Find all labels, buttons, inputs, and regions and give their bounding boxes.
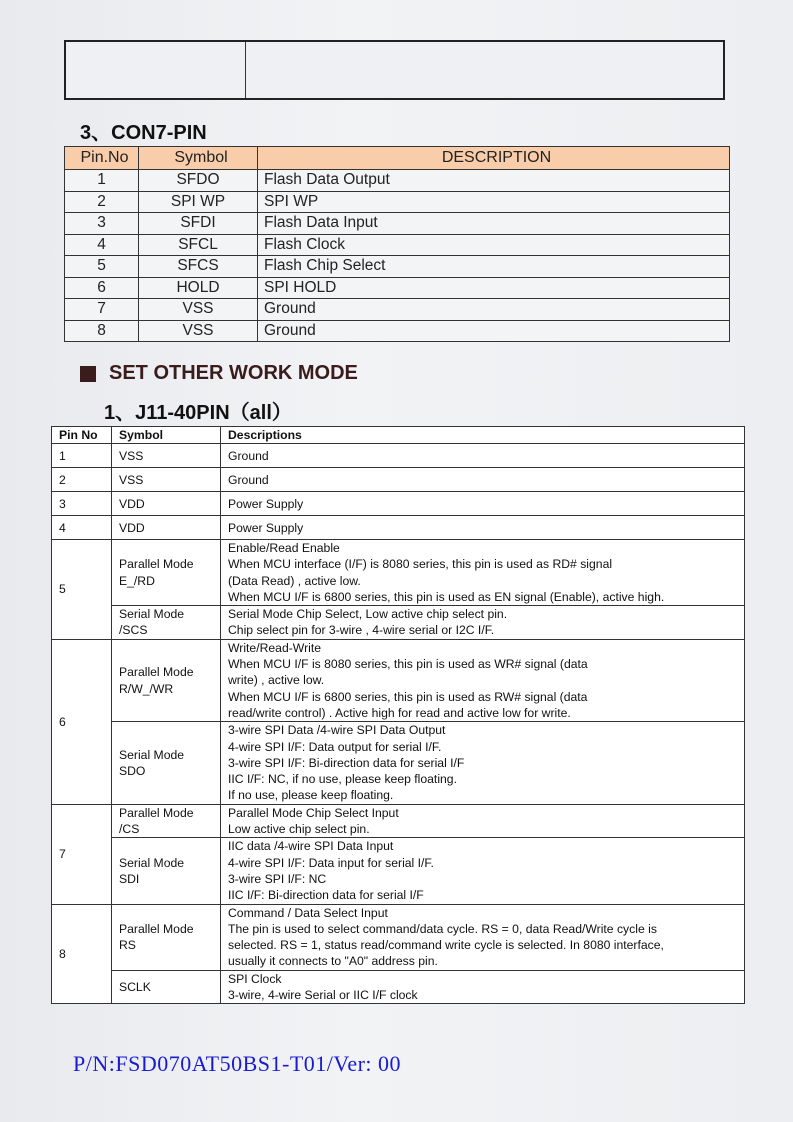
cell-symbol <box>112 606 221 640</box>
text-line: IIC I/F: NC, if no use, please keep floating. <box>228 772 457 787</box>
square-bullet-icon <box>80 366 96 382</box>
cell-description: Ground <box>221 468 745 492</box>
table-row <box>65 256 730 278</box>
cell-description <box>221 639 745 721</box>
cell-pin: 5 <box>65 256 139 278</box>
cell-description: Power Supply <box>221 516 745 540</box>
header-description: DESCRIPTION <box>258 147 730 170</box>
text-line: SPI Clock <box>228 971 282 986</box>
text-line: When MCU I/F is 8080 series, this pin is used as WR# signal (data <box>228 657 588 672</box>
text-line: IIC data /4-wire SPI Data Input <box>228 839 394 854</box>
text-line: Parallel Mode <box>119 805 194 820</box>
table-row <box>52 606 745 640</box>
cell-description: Flash Clock <box>258 234 730 256</box>
cell-symbol: VSS <box>139 320 258 342</box>
cell-description <box>221 838 745 904</box>
cell-description <box>221 606 745 640</box>
cell-description: SPI HOLD <box>258 277 730 299</box>
table-row <box>65 213 730 235</box>
table-row <box>52 722 745 804</box>
cell-pin: 8 <box>65 320 139 342</box>
table-row <box>52 468 745 492</box>
table-row <box>52 639 745 721</box>
cell-pin: 6 <box>65 277 139 299</box>
cell-pin: 3 <box>52 492 112 516</box>
table-row <box>65 234 730 256</box>
cell-symbol: VSS <box>139 299 258 321</box>
table-row <box>52 540 745 606</box>
section-title-text: SET OTHER WORK MODE <box>109 362 358 384</box>
cell-symbol: VDD <box>112 516 221 540</box>
text-line: read/write control) . Active high for read and active low for write. <box>228 705 571 720</box>
table-row <box>52 492 745 516</box>
cell-symbol <box>112 722 221 804</box>
cell-description: Flash Chip Select <box>258 256 730 278</box>
section-title <box>80 362 358 385</box>
text-line: Serial Mode Chip Select, Low active chip select pin. <box>228 607 508 622</box>
cell-symbol <box>112 804 221 838</box>
text-line: Serial Mode <box>119 855 185 870</box>
table-row <box>52 838 745 904</box>
text-line: 3-wire, 4-wire Serial or IIC I/F clock <box>228 988 418 1003</box>
cell-pin: 8 <box>52 904 112 1004</box>
header-description: Descriptions <box>221 427 745 444</box>
cell-pin: 7 <box>65 299 139 321</box>
con7-heading: 3、CON7-PIN <box>80 122 207 144</box>
cell-symbol: HOLD <box>139 277 258 299</box>
cell-description: Ground <box>258 320 730 342</box>
cell-pin: 3 <box>65 213 139 235</box>
text-line: selected. RS = 1, status read/command write cycle is selected. In 8080 interface, <box>228 938 664 953</box>
text-line: 4-wire SPI I/F: Data input for serial I/F. <box>228 855 434 870</box>
text-line: If no use, please keep floating. <box>228 788 394 803</box>
table-row <box>65 320 730 342</box>
table-header-row <box>65 147 730 170</box>
text-line: usually it connects to "A0" address pin. <box>228 954 438 969</box>
text-line: 3-wire SPI Data /4-wire SPI Data Output <box>228 723 446 738</box>
text-line: SDI <box>119 871 140 886</box>
header-symbol: Symbol <box>112 427 221 444</box>
cell-description <box>221 970 745 1004</box>
text-line: Enable/Read Enable <box>228 541 340 555</box>
cell-symbol <box>112 970 221 1004</box>
text-line: Serial Mode <box>119 747 185 762</box>
cell-description: SPI WP <box>258 191 730 213</box>
text-line: IIC I/F: Bi-direction data for serial I/F <box>228 888 424 903</box>
table-row <box>52 516 745 540</box>
j11-table <box>51 426 745 1004</box>
table-row <box>52 904 745 970</box>
table-row <box>52 970 745 1004</box>
cell-symbol: SFCS <box>139 256 258 278</box>
cell-pin: 1 <box>52 444 112 468</box>
part-number: P/N:FSD070AT50BS1-T01/Ver: 00 <box>73 1051 402 1076</box>
cell-description <box>221 904 745 970</box>
text-line: SDO <box>119 764 146 778</box>
cell-symbol: VSS <box>112 444 221 468</box>
text-line: Chip select pin for 3-wire , 4-wire serial or I2C I/F. <box>228 623 495 638</box>
text-line: Parallel Mode <box>119 921 194 936</box>
text-line: (Data Read) , active low. <box>228 573 361 588</box>
cell-symbol <box>112 639 221 721</box>
text-line: Parallel Mode <box>119 665 194 680</box>
table-row <box>52 804 745 838</box>
cell-description: Power Supply <box>221 492 745 516</box>
cell-symbol <box>112 904 221 970</box>
cell-pin: 4 <box>65 234 139 256</box>
cell-pin: 5 <box>52 540 112 640</box>
cell-symbol: SPI WP <box>139 191 258 213</box>
table-row <box>65 277 730 299</box>
cell-pin: 2 <box>52 468 112 492</box>
cell-description: Ground <box>258 299 730 321</box>
text-line: Parallel Mode <box>119 557 194 572</box>
cell-pin: 1 <box>65 170 139 192</box>
table-row <box>65 191 730 213</box>
empty-table <box>64 40 725 100</box>
cell-symbol <box>112 540 221 606</box>
cell-symbol <box>112 838 221 904</box>
text-line: Serial Mode <box>119 607 185 622</box>
text-line: /CS <box>119 822 140 837</box>
cell-description <box>221 540 745 606</box>
cell-description <box>221 722 745 804</box>
text-line: The pin is used to select command/data cycle. RS = 0, data Read/Write cycle is <box>228 921 657 936</box>
empty-cell <box>246 42 723 98</box>
text-line: When MCU I/F is 6800 series, this pin is used as RW# signal (data <box>228 689 588 704</box>
con7-table <box>64 146 730 342</box>
text-line: When MCU interface (I/F) is 8080 series, this pin is used as RD# signal <box>228 557 613 572</box>
header-pin: Pin No <box>52 427 112 444</box>
text-line: When MCU I/F is 6800 series, this pin is used as EN signal (Enable), active high. <box>228 589 665 604</box>
cell-pin: 2 <box>65 191 139 213</box>
text-line: SCLK <box>119 979 151 994</box>
cell-pin: 4 <box>52 516 112 540</box>
text-line: RS <box>119 938 136 953</box>
header-pin: Pin.No <box>65 147 139 170</box>
text-line: 3-wire SPI I/F: NC <box>228 871 327 886</box>
cell-symbol: SFDI <box>139 213 258 235</box>
text-line: write) , active low. <box>228 673 325 688</box>
cell-pin: 6 <box>52 639 112 804</box>
cell-pin: 7 <box>52 804 112 904</box>
text-line: Low active chip select pin. <box>228 822 370 837</box>
cell-symbol: VDD <box>112 492 221 516</box>
text-line: Write/Read-Write <box>228 640 322 655</box>
cell-symbol: SFCL <box>139 234 258 256</box>
text-line: 4-wire SPI I/F: Data output for serial I/F. <box>228 739 442 754</box>
cell-description: Flash Data Input <box>258 213 730 235</box>
text-line: Parallel Mode Chip Select Input <box>228 805 399 820</box>
text-line: E_/RD <box>119 573 155 588</box>
table-header-row <box>52 427 745 444</box>
cell-description: Flash Data Output <box>258 170 730 192</box>
header-symbol: Symbol <box>139 147 258 170</box>
table-row <box>52 444 745 468</box>
text-line: R/W_/WR <box>119 681 174 696</box>
text-line: /SCS <box>119 623 148 638</box>
empty-cell <box>66 42 246 98</box>
cell-description: Ground <box>221 444 745 468</box>
j11-heading: 1、J11-40PIN（all） <box>104 402 292 424</box>
cell-symbol: VSS <box>112 468 221 492</box>
text-line: 3-wire SPI I/F: Bi-direction data for serial I/F <box>228 755 465 770</box>
table-row <box>65 170 730 192</box>
cell-symbol: SFDO <box>139 170 258 192</box>
table-row <box>65 299 730 321</box>
text-line: Command / Data Select Input <box>228 905 388 920</box>
cell-description <box>221 804 745 838</box>
